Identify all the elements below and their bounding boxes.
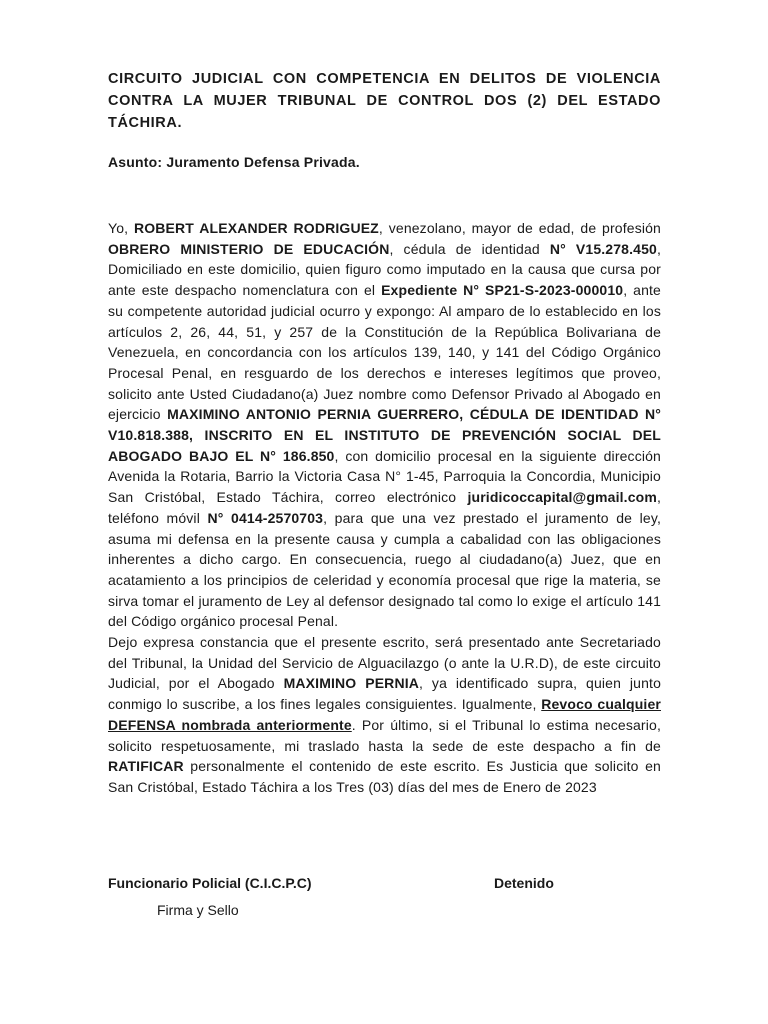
lawyer-phone: N° 0414-2570703 <box>207 509 324 526</box>
text-run: , Domiciliado en este domicilio, quien figuro como imputado en la causa que cursa por ante este despacho nomenclatura con el <box>108 240 662 299</box>
defendant-id: N° V15.278.450 <box>549 240 657 257</box>
paragraph-constancia <box>108 632 661 798</box>
text-run: , con domicilio procesal en la siguiente dirección Avenida la Rotaria, Barrio la Victoria Casa N° 1-45, Parroquia la Concordia, Municipio San Cristóbal, Estado Táchira, correo electrónico <box>108 447 661 506</box>
text-run: , teléfono móvil <box>108 489 661 526</box>
text-run: , venezolano, mayor de edad, de profesión <box>378 220 661 236</box>
subject-line: Asunto: Juramento Defensa Privada. <box>108 154 360 170</box>
case-number: Expediente N° SP21-S-2023-000010 <box>381 282 624 299</box>
text-run: , para que una vez prestado el juramento de ley, asuma mi defensa en la presente causa y cumpla a cabalidad con las obligaciones inherentes a dicho cargo. En consecuencia, ruego al ciudadano(a) Juez, que en acatamiento a los principios de celeridad y economía procesal que rige la materia, se sirva tomar el juramento de Ley al defensor designado tal como lo exige el artículo 141 del Código orgánico procesal Penal. <box>108 509 661 630</box>
text-run: . Por último, si el Tribunal lo estima necesario, solicito respetuosamente, mi traslado hasta la sede de este despacho a fin de <box>108 716 661 754</box>
document-body <box>108 218 661 798</box>
document-page <box>108 68 661 798</box>
defendant-name: ROBERT ALEXANDER RODRIGUEZ <box>133 220 379 236</box>
signature-stamp-label: Firma y Sello <box>157 902 239 918</box>
defendant-profession: OBRERO MINISTERIO DE EDUCACIÓN <box>108 240 390 257</box>
signature-detainee-label: Detenido <box>494 875 554 891</box>
lawyer-short-name: MAXIMINO PERNIA <box>283 675 420 692</box>
court-header: CIRCUITO JUDICIAL CON COMPETENCIA EN DELITOS DE VIOLENCIA CONTRA LA MUJER TRIBUNAL DE CONTROL DOS (2) DEL ESTADO TÁCHIRA. <box>108 71 661 131</box>
text-run: Dejo expresa constancia que el presente escrito, será presentado ante Secretariado del Tribunal, la Unidad del Servicio de Alguacilazgo (o ante la U.R.D), de este circuito Judicial, por el Abogado <box>108 634 661 692</box>
text-run: Yo, <box>108 220 134 236</box>
revocation-clause: Revoco cualquier DEFENSA nombrada anteriormente <box>108 696 661 733</box>
text-run: personalmente el contenido de este escrito. Es Justicia que solicito en San Cristóbal, Estado Táchira a los Tres (03) días del mes de Enero de 2023 <box>108 758 661 795</box>
lawyer-email: juridicoccapital@gmail.com <box>467 489 657 506</box>
signature-police-label: Funcionario Policial (C.I.C.P.C) <box>108 875 312 891</box>
text-run: , cédula de identidad <box>389 240 550 257</box>
paragraph-declaration <box>108 218 661 632</box>
text-run: , ya identificado supra, quien junto conmigo lo suscribe, a los fines legales consiguientes. Igualmente, <box>108 675 661 713</box>
lawyer-details: MAXIMINO ANTONIO PERNIA GUERRERO, CÉDULA DE IDENTIDAD N° V10.818.388, INSCRITO EN EL INSTITUTO DE PREVENCIÓN SOCIAL DEL ABOGADO BAJO EL N° 186.850 <box>108 406 661 464</box>
ratificar-word: RATIFICAR <box>108 758 184 775</box>
text-run: , ante su competente autoridad judicial ocurro y expongo: Al amparo de lo establecido en los artículos 2, 26, 44, 51, y 257 de la Constitución de la República Bolivariana de Venezuela, en concordancia con los artículos 139, 140, y 141 del Código Orgánico Procesal Penal, en resguardo de los derechos e intereses legítimos que proveo, solicito ante Usted Ciudadano(a) Juez nombre como Defensor Privado al Abogado en ejercicio <box>108 282 661 423</box>
